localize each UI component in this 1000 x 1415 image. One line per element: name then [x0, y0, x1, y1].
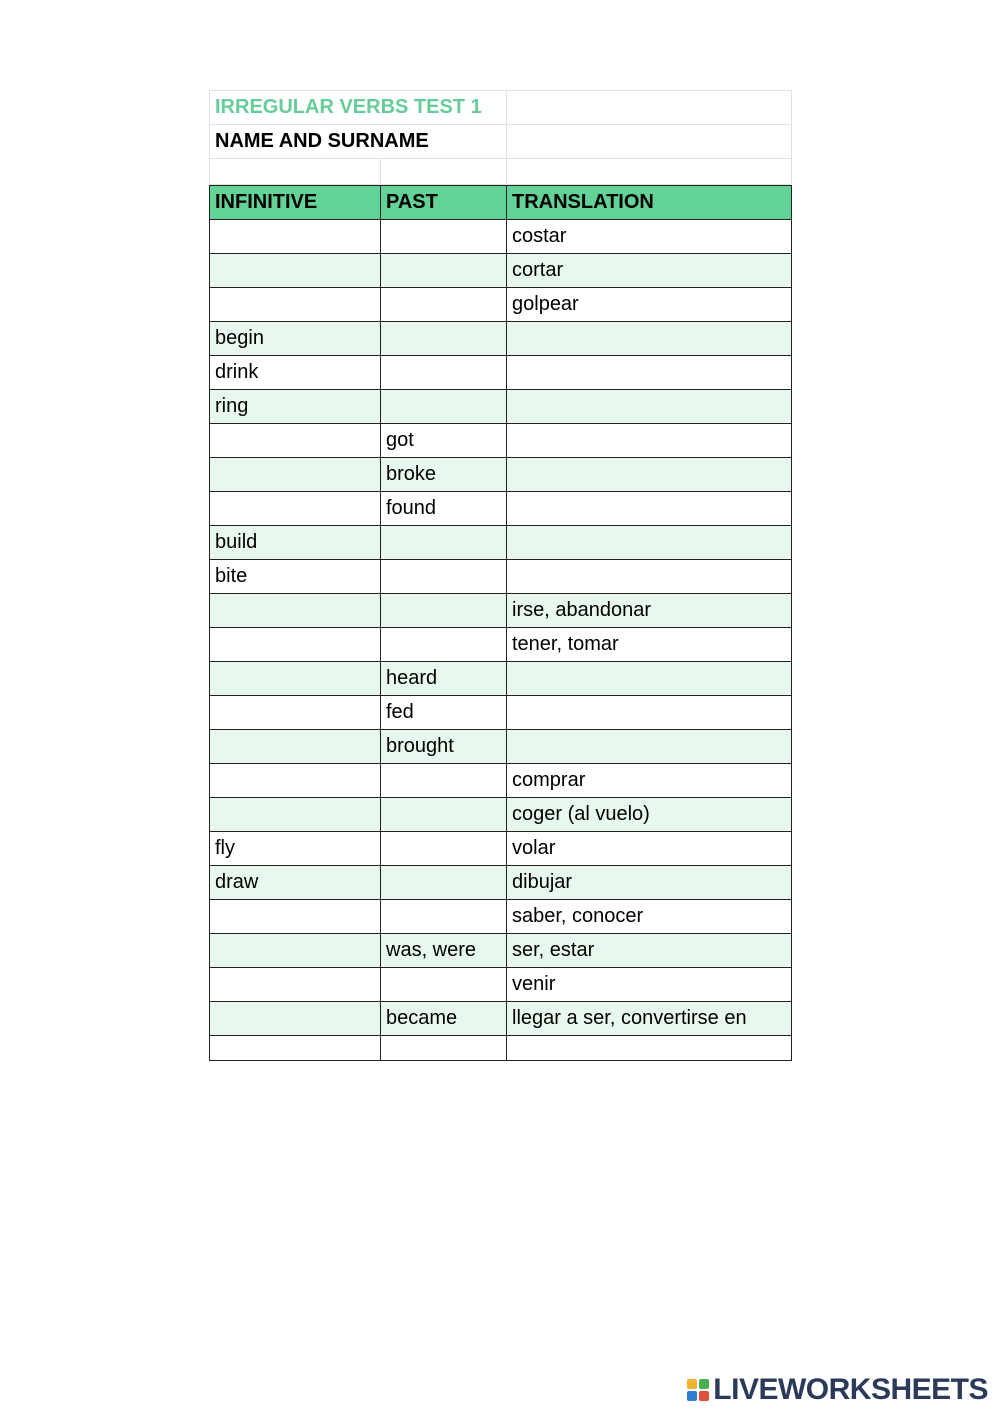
- cell-translation-answer-field[interactable]: [507, 322, 792, 356]
- logo-text: LIVEWORKSHEETS: [713, 1373, 988, 1406]
- table-row: [210, 968, 792, 1002]
- cell-translation: volar: [507, 832, 792, 866]
- worksheet-header: [209, 90, 792, 185]
- cell-past-answer-field[interactable]: [381, 356, 507, 390]
- cell-translation: comprar: [507, 764, 792, 798]
- cell-past: found: [381, 492, 507, 526]
- cell-past: got: [381, 424, 507, 458]
- logo-square-icon: [687, 1379, 697, 1389]
- cell-past: became: [381, 1002, 507, 1036]
- cell-past-answer-field[interactable]: [381, 968, 507, 1002]
- cell-past: fed: [381, 696, 507, 730]
- table-row: [210, 662, 792, 696]
- cell-infinitive-answer-field[interactable]: [210, 254, 381, 288]
- table-row: [210, 526, 792, 560]
- cell-translation-answer-field[interactable]: [507, 560, 792, 594]
- cell-translation-answer-field[interactable]: [507, 696, 792, 730]
- cell-past-answer-field[interactable]: [381, 594, 507, 628]
- cell-past-answer-field[interactable]: [381, 832, 507, 866]
- cell-translation-answer-field[interactable]: [507, 1036, 792, 1061]
- cell-infinitive-answer-field[interactable]: [210, 696, 381, 730]
- cell-translation: cortar: [507, 254, 792, 288]
- cell-translation: venir: [507, 968, 792, 1002]
- cell-infinitive: build: [210, 526, 381, 560]
- cell-past: was, were: [381, 934, 507, 968]
- logo-icon: [687, 1379, 709, 1401]
- cell-infinitive: drink: [210, 356, 381, 390]
- cell-infinitive-answer-field[interactable]: [210, 968, 381, 1002]
- cell-translation: golpear: [507, 288, 792, 322]
- cell-infinitive-answer-field[interactable]: [210, 662, 381, 696]
- cell-past-answer-field[interactable]: [381, 764, 507, 798]
- cell-infinitive-answer-field[interactable]: [210, 1036, 381, 1061]
- cell-past: broke: [381, 458, 507, 492]
- cell-translation-answer-field[interactable]: [507, 526, 792, 560]
- cell-translation: dibujar: [507, 866, 792, 900]
- cell-past: heard: [381, 662, 507, 696]
- table-header-row: [210, 186, 792, 220]
- table-row: [210, 322, 792, 356]
- cell-past-answer-field[interactable]: [381, 254, 507, 288]
- cell-infinitive-answer-field[interactable]: [210, 764, 381, 798]
- table-row: [210, 832, 792, 866]
- cell-past-answer-field[interactable]: [381, 390, 507, 424]
- table-row: [210, 696, 792, 730]
- cell-past-answer-field[interactable]: [381, 628, 507, 662]
- table-row: [210, 390, 792, 424]
- table-row: [210, 1036, 792, 1061]
- name-surname-label: NAME AND SURNAME: [210, 125, 507, 159]
- title-blank-cell: [507, 91, 792, 125]
- cell-past-answer-field[interactable]: [381, 560, 507, 594]
- cell-infinitive-answer-field[interactable]: [210, 288, 381, 322]
- cell-infinitive: draw: [210, 866, 381, 900]
- table-row: [210, 628, 792, 662]
- table-row: [210, 492, 792, 526]
- cell-past-answer-field[interactable]: [381, 288, 507, 322]
- table-row: [210, 1002, 792, 1036]
- cell-translation-answer-field[interactable]: [507, 662, 792, 696]
- table-row: [210, 730, 792, 764]
- logo-square-icon: [699, 1391, 709, 1401]
- table-row: [210, 220, 792, 254]
- cell-translation: tener, tomar: [507, 628, 792, 662]
- spacer-cell: [507, 159, 792, 185]
- cell-infinitive-answer-field[interactable]: [210, 220, 381, 254]
- logo-square-icon: [699, 1379, 709, 1389]
- spacer-cell: [381, 159, 507, 185]
- cell-past-answer-field[interactable]: [381, 1036, 507, 1061]
- cell-past-answer-field[interactable]: [381, 798, 507, 832]
- cell-infinitive: ring: [210, 390, 381, 424]
- cell-infinitive-answer-field[interactable]: [210, 594, 381, 628]
- cell-infinitive: begin: [210, 322, 381, 356]
- name-surname-field[interactable]: [507, 125, 792, 159]
- table-row: [210, 900, 792, 934]
- table-row: [210, 764, 792, 798]
- verbs-table-body: [210, 220, 792, 1061]
- cell-translation: irse, abandonar: [507, 594, 792, 628]
- table-row: [210, 866, 792, 900]
- cell-translation-answer-field[interactable]: [507, 458, 792, 492]
- cell-past-answer-field[interactable]: [381, 526, 507, 560]
- cell-translation-answer-field[interactable]: [507, 730, 792, 764]
- cell-past-answer-field[interactable]: [381, 220, 507, 254]
- table-row: [210, 594, 792, 628]
- cell-infinitive-answer-field[interactable]: [210, 798, 381, 832]
- table-row: [210, 798, 792, 832]
- cell-past-answer-field[interactable]: [381, 322, 507, 356]
- verbs-table: [209, 185, 792, 1061]
- cell-past-answer-field[interactable]: [381, 866, 507, 900]
- table-row: [210, 356, 792, 390]
- liveworksheets-logo: [687, 1373, 988, 1407]
- worksheet-title: IRREGULAR VERBS TEST 1: [210, 91, 507, 125]
- cell-translation-answer-field[interactable]: [507, 424, 792, 458]
- cell-infinitive-answer-field[interactable]: [210, 458, 381, 492]
- cell-infinitive-answer-field[interactable]: [210, 934, 381, 968]
- cell-translation-answer-field[interactable]: [507, 356, 792, 390]
- cell-translation: costar: [507, 220, 792, 254]
- table-row: [210, 560, 792, 594]
- table-row: [210, 458, 792, 492]
- cell-translation: saber, conocer: [507, 900, 792, 934]
- cell-infinitive-answer-field[interactable]: [210, 424, 381, 458]
- spacer-cell: [210, 159, 381, 185]
- worksheet: [209, 90, 791, 1061]
- cell-translation-answer-field[interactable]: [507, 492, 792, 526]
- header-translation: TRANSLATION: [507, 186, 792, 220]
- cell-translation-answer-field[interactable]: [507, 390, 792, 424]
- cell-infinitive-answer-field[interactable]: [210, 1002, 381, 1036]
- cell-infinitive-answer-field[interactable]: [210, 492, 381, 526]
- cell-past: brought: [381, 730, 507, 764]
- cell-translation: ser, estar: [507, 934, 792, 968]
- table-row: [210, 424, 792, 458]
- table-row: [210, 254, 792, 288]
- table-row: [210, 288, 792, 322]
- cell-past-answer-field[interactable]: [381, 900, 507, 934]
- cell-infinitive: fly: [210, 832, 381, 866]
- logo-square-icon: [687, 1391, 697, 1401]
- header-past: PAST: [381, 186, 507, 220]
- cell-translation: coger (al vuelo): [507, 798, 792, 832]
- table-row: [210, 934, 792, 968]
- header-infinitive: INFINITIVE: [210, 186, 381, 220]
- cell-infinitive-answer-field[interactable]: [210, 628, 381, 662]
- cell-translation: llegar a ser, convertirse en: [507, 1002, 792, 1036]
- cell-infinitive-answer-field[interactable]: [210, 730, 381, 764]
- cell-infinitive-answer-field[interactable]: [210, 900, 381, 934]
- cell-infinitive: bite: [210, 560, 381, 594]
